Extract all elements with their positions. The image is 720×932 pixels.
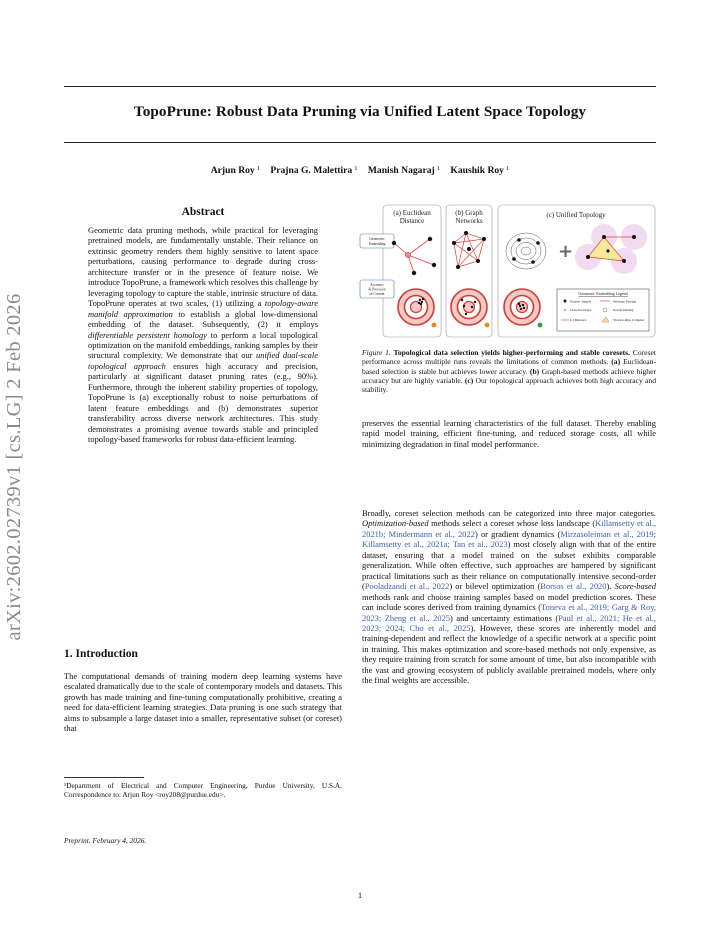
svg-text:L2 Distance: L2 Distance	[570, 318, 587, 322]
geometric-embedding-legend	[557, 289, 649, 331]
plus-sign: +	[558, 241, 574, 262]
panel-a-title: (a) Euclidean	[393, 209, 431, 217]
figure-1	[358, 203, 656, 341]
intro-paragraph: The computational demands of training modern deep learning systems have escalated dramatically due to the scale of contemporary models and datasets. This growth has made training and fine-tuning computationally prohibitive, creating a need for data-efficient learning strategies. Data pruning is one such strategy that aims to subsample a large dataset into a smaller, representative subset (or coreset) that	[64, 671, 342, 734]
arxiv-stamp[interactable]: arXiv:2602.02739v1 [cs.LG] 2 Feb 2026	[3, 293, 25, 641]
author-list	[64, 165, 656, 176]
panel-c-title: (c) Unified Topology	[546, 211, 606, 219]
citation-link[interactable]: Toneva et al., 2019; Garg & Roy, 2023; Zheng et al., 2025	[362, 602, 656, 623]
status-dot-c	[538, 323, 543, 328]
paper-title: TopoPrune: Robust Data Pruning via Unified Latent Space Topology	[133, 103, 587, 120]
svg-text:Dataset Sample: Dataset Sample	[570, 299, 592, 304]
top-rule	[64, 86, 656, 87]
citation-link[interactable]: Pooladzandi et al., 2022	[364, 581, 450, 592]
acc-label: Accuracy	[370, 283, 384, 287]
citation-link[interactable]: Killamsetty et al., 2021b; Mindermann et al., 2022	[362, 518, 656, 539]
author: Kaushik Roy $^1$	[450, 165, 510, 176]
author: Prajna G. Malettira $^1$	[270, 165, 358, 176]
svg-text:Vietoris-Rips Complex: Vietoris-Rips Complex	[613, 318, 645, 322]
page-number: 1	[357, 890, 363, 900]
status-dot-b	[485, 323, 490, 328]
body-paragraph-related-work: Broadly, coreset selection methods can be categorized into three major categories. Optimization-based methods select a coreset whose loss landscape (Killamsetty et al., 2021b; Mindermann et al., 2022) or gradient dynamics (Mirzasoleiman et al., 2019; Killamsetty et al., 2021a; Tan et al., 2023) most closely align with that of the entire dataset, ensuring that a model trained on the subset exhibits comparable generalization. While often effective, such approaches are hampered by significant practical limitations such as their reliance on computationally intensive second-order (Pooladzandi et al., 2022) or bilevel optimization (Borsos et al., 2020). Score-based methods rank and choose training samples based on model prediction scores. These can include scores derived from training dynamics (Toneva et al., 2019; Garg & Roy, 2023; Zheng et al., 2025) and uncertainty estimations (Paul et al., 2021; He et al., 2023; 2024; Cho et al., 2025). However, these scores are inherently model and training-dependent and reflect the knowledge of a specific network at a specific point in training. This makes optimization and score-based methods not only expensive, as they require training from scratch for some amount of time, but also incompatible with the vast and growing ecosystem of publicly available pretrained models, where only the final weights are accessible.	[362, 508, 656, 686]
author: Manish Nagaraj $^1$	[367, 165, 440, 176]
panel-a-title-2: Distance	[399, 217, 425, 225]
author: Arjun Roy $^1$	[210, 165, 260, 176]
panel-a-embedding	[394, 239, 434, 273]
geo-label-2: Embedding	[368, 242, 386, 246]
abstract-heading: Abstract	[181, 206, 225, 218]
affiliation-footnote: ¹Department of Electrical and Computer Engineering, Purdue University, U.S.A. Correspondence to: Arjun Roy <roy208@purdue.edu>.	[64, 781, 342, 799]
figure-caption: Figure 1. Topological data selection yields higher-performing and stable coresets. Coreset performance across multiple runs reveals the limitations of common methods. (a) Euclidean-based selection is stable but achieves lower accuracy. (b) Graph-based methods achieve higher accuracy but are highly variable. (c) Our topological approach achieves both high accuracy and stability.	[362, 348, 657, 395]
geo-label: Geometric	[369, 237, 385, 241]
svg-text:Geometric Embedding Legend: Geometric Embedding Legend	[578, 291, 628, 296]
citation-link[interactable]: Borsos et al., 2020	[540, 581, 607, 592]
section-heading-introduction: 1. Introduction	[64, 648, 138, 660]
citation-link[interactable]: Mirzasoleiman et al., 2019; Killamsetty et al., 2021a; Tan et al., 2023	[362, 528, 656, 550]
preprint-note: Preprint. February 4, 2026.	[64, 836, 147, 845]
svg-text:Class Prototype: Class Prototype	[570, 308, 592, 312]
panel-b-title-2: Networks	[455, 217, 483, 225]
footnote-rule	[64, 777, 144, 778]
acc-label-3: of Coreset	[369, 292, 385, 296]
citation-link[interactable]: Paul et al., 2021; He et al., 2023; 2024; Cho et al., 2025	[362, 612, 656, 633]
coreset-target-rings	[398, 289, 540, 325]
panel-b-title: (b) Graph	[455, 209, 483, 217]
body-paragraph: preserves the essential learning characteristics of the full dataset. Thereby enabling rapid model training, efficient fine-tuning, and reduced storage costs, all while minimizing degradation in final model performance.	[362, 418, 656, 449]
title-bottom-rule	[64, 142, 656, 143]
status-dot-a	[432, 323, 437, 328]
svg-text:Message Passing: Message Passing	[613, 299, 637, 304]
abstract-text: Geometric data pruning methods, while practical for leveraging pretrained models, are fundamentally unstable. Their reliance on extrinsic geometry renders them highly sensitive to latent space perturbations, causing performance to degrade during cross-architecture transfer or in the presence of feature noise. We introduce TopoPrune, a framework which resolves this challenge by leveraging topology to capture the stable, intrinsic structure of data. TopoPrune operates at two scales, (1) utilizing a topology-aware manifold approximation to establish a global low-dimensional embedding of the dataset. Subsequently, (2) it employs differentiable persistent homology to perform a local topological optimization on the manifold embeddings, ranking samples by their structural complexity. We demonstrate that our unified dual-scale topological approach ensures high accuracy and precision, particularly at significant dataset pruning rates (e.g., 90%). Furthermore, through the inherent stability properties of topology, TopoPrune is (a) exceptionally robust to noise perturbations of latent feature embeddings and (b) demonstrates superior transferability across diverse network architectures. This study demonstrates a promising avenue towards stable and principled topology-based frameworks for robust data-efficient learning.	[88, 225, 319, 445]
vietoris-rips-complex	[575, 224, 647, 274]
acc-label-2: & Precision	[368, 287, 386, 292]
panel-c-embedding	[506, 233, 546, 269]
svg-text:Kernel Density: Kernel Density	[613, 308, 634, 312]
